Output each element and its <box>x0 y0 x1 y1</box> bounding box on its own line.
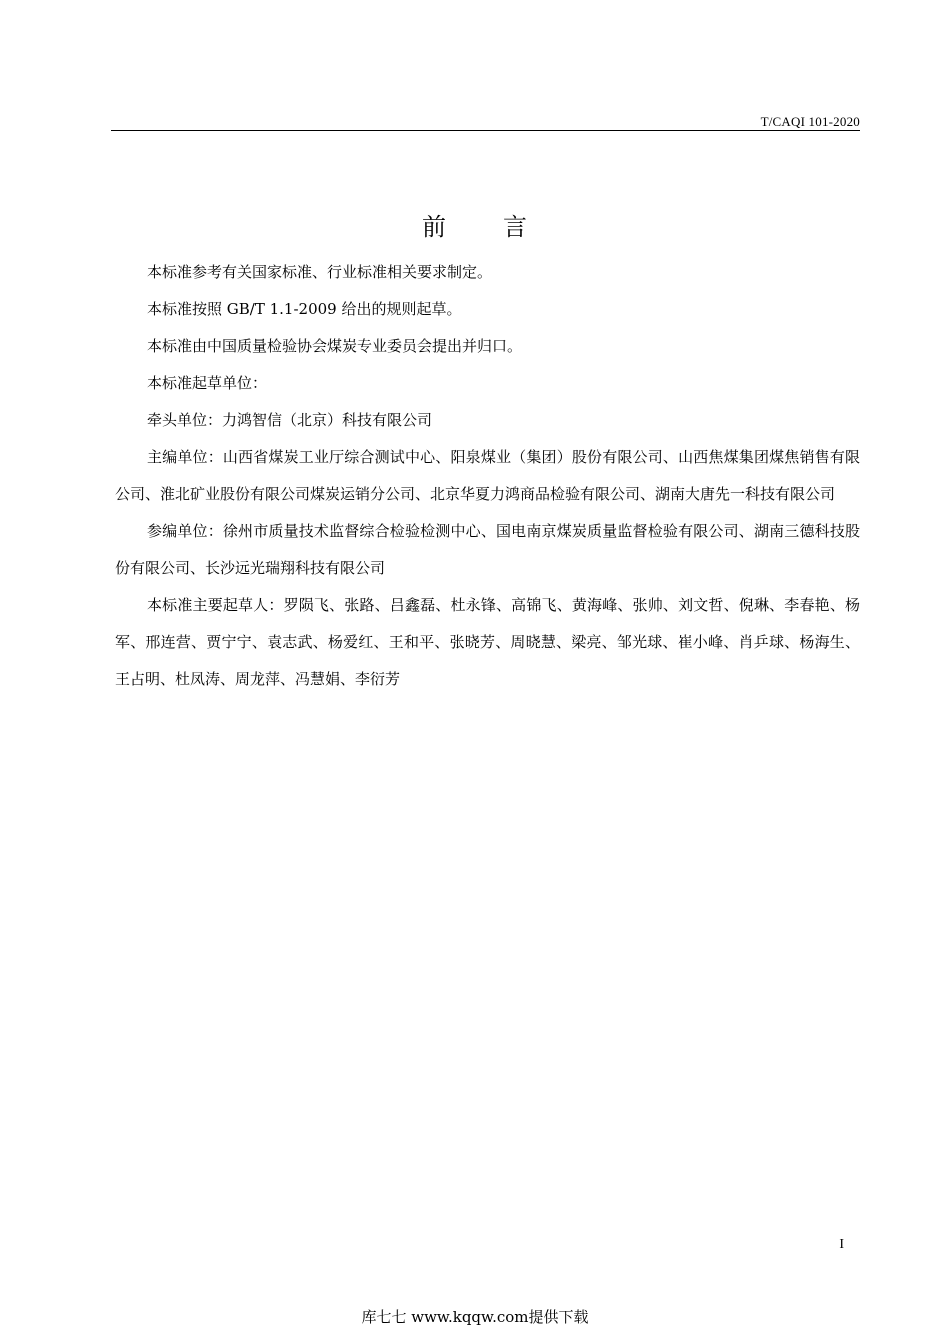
title-char-1: 前 <box>422 213 447 241</box>
paragraph-drafting-units-heading: 本标准起草单位： <box>147 374 268 392</box>
paragraph-main-drafters: 本标准主要起草人：罗陨飞、张路、吕鑫磊、杜永锋、高锦飞、黄海峰、张帅、刘文哲、倪琳、李春艳、杨军、邢连营、贾宁宁、袁志武、杨爱红、王和平、张晓芳、周晓慧、梁亮、邹光球、崔小峰、肖乒球、杨海生、王占明、杜凤涛、周龙萍、冯慧娟、李衍芳 <box>115 596 860 688</box>
paragraph-lead-unit: 牵头单位：力鸿智信（北京）科技有限公司 <box>147 411 433 429</box>
title-char-2: 言 <box>503 213 528 241</box>
page-title <box>0 207 950 242</box>
header-rule <box>111 130 860 131</box>
paragraph-drafting-rules: 本标准按照 GB/T 1.1-2009 给出的规则起草。 <box>147 300 462 318</box>
standard-code: T/CAQI 101-2020 <box>760 114 860 129</box>
download-source-footer: 库七七 www.kqqw.com提供下载 <box>361 1308 589 1326</box>
foreword-body <box>115 254 860 698</box>
paragraph-reference: 本标准参考有关国家标准、行业标准相关要求制定。 <box>147 263 493 281</box>
paragraph-participating-units: 参编单位：徐州市质量技术监督综合检验检测中心、国电南京煤炭质量监督检验有限公司、湖南三德科技股份有限公司、长沙远光瑞翔科技有限公司 <box>115 522 860 577</box>
paragraph-chief-editor-units: 主编单位：山西省煤炭工业厅综合测试中心、阳泉煤业（集团）股份有限公司、山西焦煤集团煤焦销售有限公司、淮北矿业股份有限公司煤炭运销分公司、北京华夏力鸿商品检验有限公司、湖南大唐先一科技有限公司 <box>115 448 860 503</box>
paragraph-proposer: 本标准由中国质量检验协会煤炭专业委员会提出并归口。 <box>147 337 523 355</box>
page-number: I <box>839 1237 844 1252</box>
